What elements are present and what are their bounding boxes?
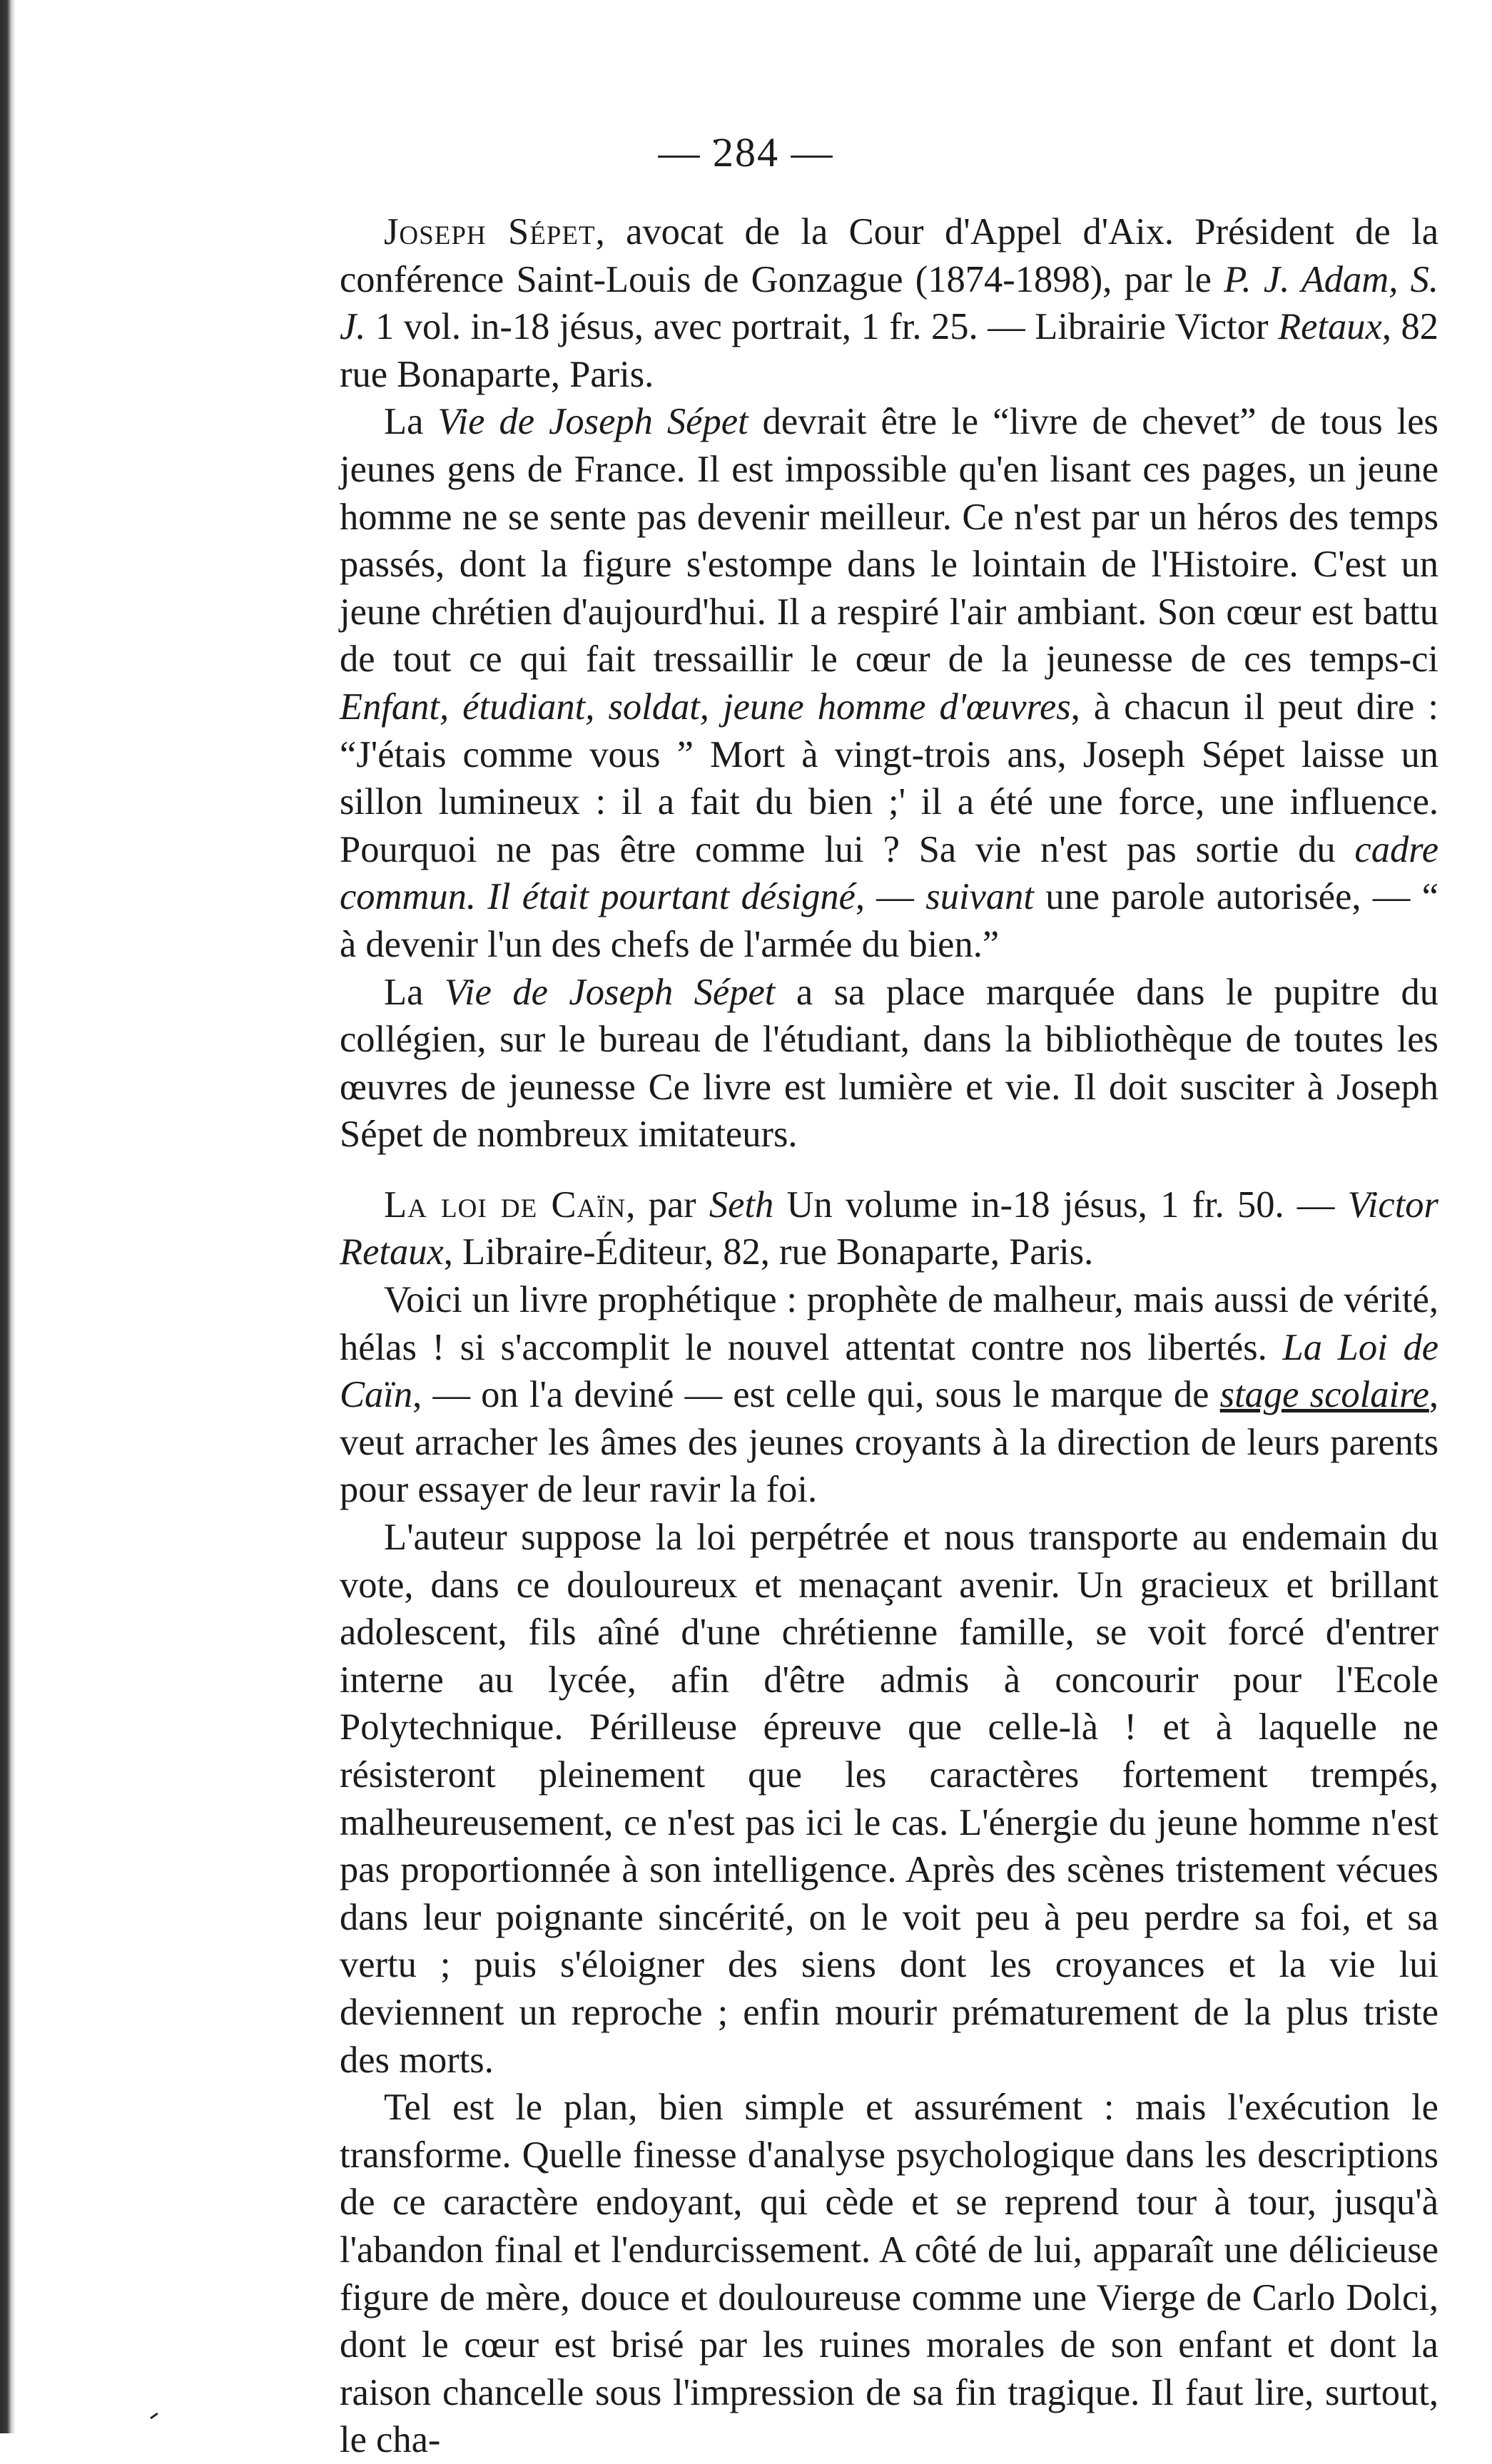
italic-text: Seth: [709, 1183, 774, 1226]
text-run: La: [384, 401, 438, 443]
scan-speck: [150, 2413, 158, 2419]
text-run: La: [384, 971, 445, 1013]
text-run: Tel est le plan, bien simple et assurément : mais l'exécution le transforme. Quelle finesse d'analyse psychologique dans les descriptions de ce caractère endoyant, qui cède et se reprend tour à tour, jusqu'à l'abandon final et l'endurcissement. A côté de lui, apparaît une délicieuse figure de mère, douce et douloureuse comme une Vierge de Carlo Dolci, dont le cœur est brisé par les ruines morales de son enfant et dont la raison chancelle sous l'impression de sa fin tragique. Il faut lire, surtout, le cha-: [340, 2087, 1438, 2461]
review-entry-joseph-sepet: [340, 208, 1438, 1159]
italic-text: P. J. Adam, S. J.: [340, 258, 1438, 348]
page-number: — 284 —: [658, 129, 834, 175]
text-run: , — on l'a deviné — est celle qui, sous le marque de: [412, 1374, 1220, 1416]
text-run: Voici un livre prophétique : prophète de malheur, mais aussi de vérité, hélas ! si s'accomplit le nouvel attentat contre nos libertés.: [340, 1279, 1438, 1368]
italic-text: Enfant, étudiant, soldat, jeune homme d'œuvres: [340, 686, 1071, 728]
body-paragraph: [340, 2084, 1438, 2464]
text-run: , par: [626, 1183, 709, 1226]
body-paragraph: [340, 969, 1438, 1159]
body-paragraph: [340, 1276, 1438, 1514]
text-run: Un volume in-18 jésus, 1 fr. 50. —: [773, 1183, 1348, 1226]
entry-title-smallcaps: Joseph Sépet: [384, 211, 596, 253]
italic-text: La Loi de Caïn: [340, 1326, 1438, 1416]
text-run: 1 vol. in-18 jésus, avec portrait, 1 fr. 25. — Librairie Victor: [365, 306, 1279, 348]
review-entry-la-loi-de-cain: [340, 1181, 1438, 2464]
italic-text: Retaux: [1278, 306, 1382, 348]
text-run: devrait être le “livre de chevet” de tous les jeunes gens de France. Il est impossible qu'en lisant ces pages, un jeune homme ne se sente pas devenir meilleur. Ce n'est par un héros des temps passés, dont la figure s'estompe dans le lointain de l'Histoire. C'est un jeune chrétien d'aujourd'hui. Il a respiré l'air ambiant. Son cœur est battu de tout ce qui fait tressaillir le cœur de la jeunesse de ces temps-ci: [340, 401, 1438, 681]
text-run: une parole autorisée, — “ à devenir l'un des chefs de l'armée du bien.”: [340, 876, 1439, 965]
text-run: , veut arracher les âmes des jeunes croyants à la direction de leurs parents pour essayer de leur ravir la foi.: [340, 1374, 1439, 1511]
italic-text: Victor Retaux: [340, 1183, 1438, 1273]
entry-heading-paragraph: [340, 1181, 1438, 1276]
body-paragraph: [340, 1514, 1438, 2084]
text-run: , —: [855, 876, 926, 918]
body-paragraph: [340, 398, 1438, 968]
text-run: L'auteur suppose la loi perpétrée et nous transporte au endemain du vote, dans ce douloureux et menaçant avenir. Un gracieux et brillant adolescent, fils aîné d'une chrétienne famille, se voit forcé d'entrer interne au lycée, afin d'être admis à concourir pour l'Ecole Polytechnique. Périlleuse épreuve que celle-là ! et à laquelle ne résisteront pleinement que les caractères fortement trempés, malheureusement, ce n'est pas ici le cas. L'énergie du jeune homme n'est pas proportionnée à son intelligence. Après des scènes tristement vécues dans leur poignante sincérité, on le voit peu à peu perdre sa foi, et sa vertu ; puis s'éloigner des siens dont les croyances et la vie lui deviennent un reproche ; enfin mourir prématurement de la plus triste des morts.: [340, 1517, 1438, 2081]
entry-title-smallcaps: La loi de Caïn: [384, 1183, 626, 1226]
text-run: , Libraire-Éditeur, 82, rue Bonaparte, Paris.: [443, 1231, 1094, 1273]
entry-heading-paragraph: [340, 208, 1438, 398]
text-run: , 82 rue Bonaparte, Paris.: [340, 306, 1439, 395]
italic-text: suivant: [925, 876, 1034, 918]
text-run: , avocat de la Cour d'Appel d'Aix. Président de la conférence Saint-Louis de Gonzague (1874-1898), par le: [340, 211, 1438, 300]
italic-text: stage scolaire: [1219, 1374, 1429, 1416]
italic-text: Vie de Joseph Sépet: [437, 401, 748, 443]
italic-text: cadre commun. Il était pourtant désigné: [340, 828, 1438, 918]
page-left-edge-shadow: [0, 0, 16, 2433]
book-review-column: [340, 208, 1438, 2464]
italic-text: Vie de Joseph Sépet: [444, 971, 776, 1013]
text-run: a sa place marquée dans le pupitre du collégien, sur le bureau de l'étudiant, dans la bibliothèque de toutes les œuvres de jeunesse Ce livre est lumière et vie. Il doit susciter à Joseph Sépet de nombreux imitateurs.: [340, 971, 1438, 1156]
text-run: , à chacun il peut dire : “J'étais comme vous ” Mort à vingt-trois ans, Joseph Sépet laisse un sillon lumineux : il a fait du bien ;' il a été une force, une influence. Pourquoi ne pas être comme lui ? Sa vie n'est pas sortie du: [340, 686, 1438, 870]
